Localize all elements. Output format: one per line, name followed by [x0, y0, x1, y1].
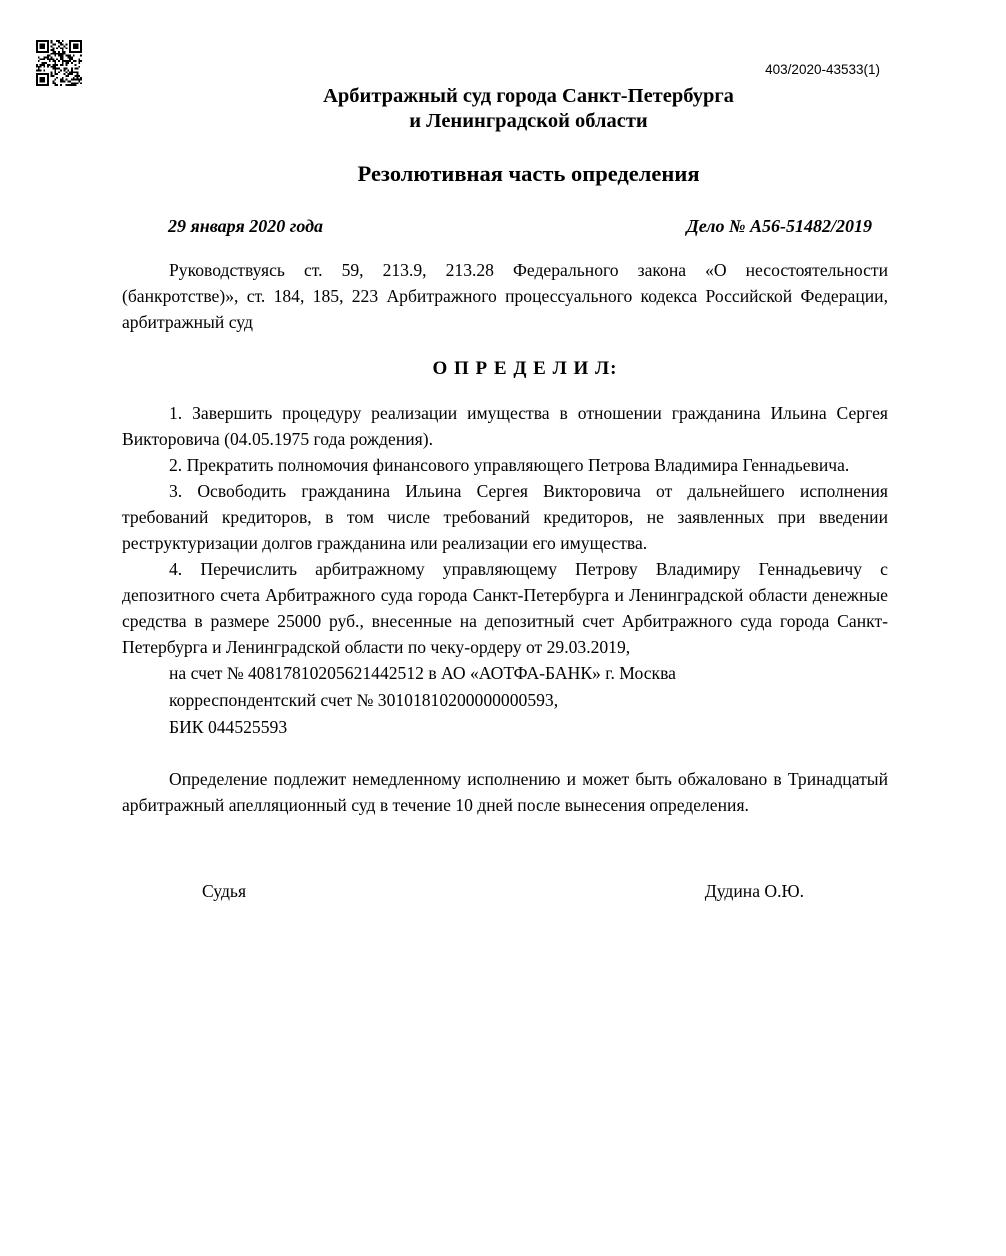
- ruling-heading: О П Р Е Д Е Л И Л:: [432, 358, 618, 379]
- document-title: Резолютивная часть определения: [357, 161, 700, 186]
- case-number: Дело № А56-51482/2019: [686, 216, 872, 236]
- appeal-note-paragraph: Определение подлежит немедленному исполнению и может быть обжаловано в Тринадцатый арбитражный апелляционный суд в течение 10 дней после вынесения определения.: [122, 769, 888, 815]
- date-case-row: [122, 215, 888, 237]
- document-stamp-number: 403/2020-43533(1): [765, 62, 880, 77]
- court-name-line2: и Ленинградской области: [409, 110, 648, 132]
- document-date: 29 января 2020 года: [168, 216, 324, 236]
- bank-details: [122, 660, 888, 741]
- bank-correspondent-account-line: корреспондентский счет № 30101810200000000593,: [169, 690, 559, 710]
- bank-bic-line: БИК 044525593: [169, 717, 288, 737]
- ruling-item-2: 2. Прекратить полномочия финансового управляющего Петрова Владимира Геннадьевича.: [169, 455, 850, 475]
- ruling-items: [122, 400, 888, 660]
- judge-name: Дудина О.Ю.: [704, 881, 804, 901]
- bank-account-line: на счет № 40817810205621442512 в АО «АОТФА-БАНК» г. Москва: [169, 663, 676, 683]
- ruling-item-1: 1. Завершить процедуру реализации имущества в отношении гражданина Ильина Сергея Викторовича (04.05.1975 года рождения).: [122, 403, 888, 449]
- signature-row: [122, 880, 888, 902]
- court-name-line1: Арбитражный суд города Санкт-Петербурга: [323, 85, 734, 107]
- preamble-paragraph: Руководствуясь ст. 59, 213.9, 213.28 Федерального закона «О несостоятельности (банкротстве)», ст. 184, 185, 223 Арбитражного процессуального кодекса Российской Федерации, арбитражный суд: [122, 260, 888, 332]
- judge-label: Судья: [202, 881, 247, 901]
- ruling-item-4: 4. Перечислить арбитражному управляющему Петрову Владимиру Геннадьевичу с депозитного счета Арбитражного суда города Санкт-Петербурга и Ленинградской области денежные средства в размере 25000 руб., внесенные на депозитный счет Арбитражного суда города Санкт-Петербурга и Ленинградской области по чеку-ордеру от 29.03.2019,: [122, 559, 888, 657]
- document-body: [122, 84, 888, 902]
- ruling-item-3: 3. Освободить гражданина Ильина Сергея Викторовича от дальнейшего исполнения требований кредиторов, в том числе требований кредиторов, не заявленных при введении реструктуризации долгов гражданина или реализации его имущества.: [122, 481, 888, 553]
